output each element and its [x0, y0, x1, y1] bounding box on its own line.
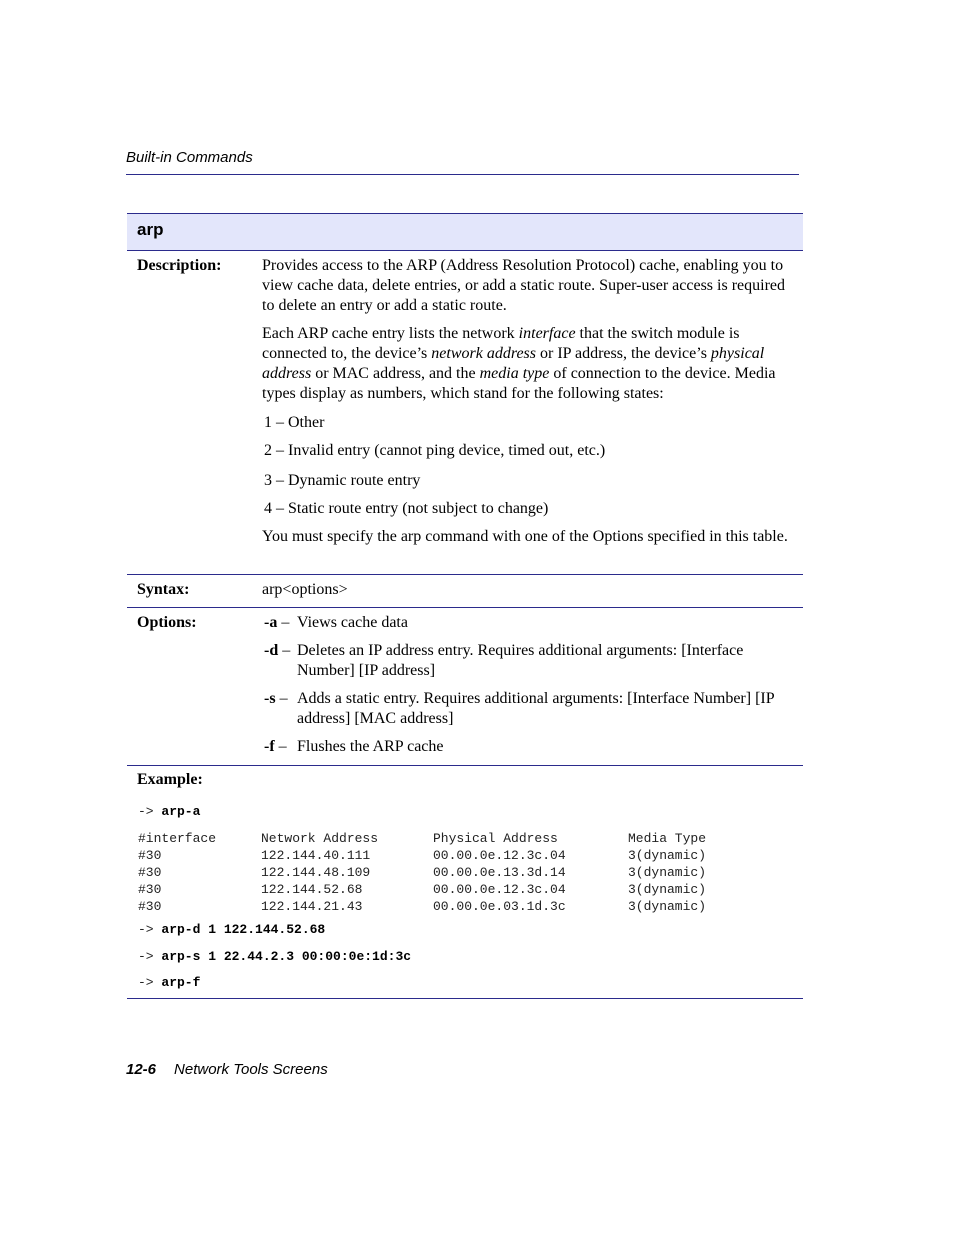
table-cell: #30: [138, 865, 162, 880]
prompt-symbol: ->: [138, 949, 162, 964]
page-number: 12-6: [126, 1061, 157, 1078]
table-cell: 122.144.48.109: [261, 865, 371, 880]
option-description: Adds a static entry. Requires additional arguments: [Interface Number] [IP address] [MAC address]: [297, 690, 775, 727]
options-label: Options:: [137, 614, 197, 631]
state-item: 4 – Static route entry (not subject to change): [264, 500, 549, 517]
option-flag: -s: [264, 690, 276, 707]
prompt-symbol: ->: [138, 975, 162, 990]
table-column-network-address: [261, 830, 378, 915]
table-cell: 122.144.40.111: [261, 848, 371, 863]
table-column-media-type: [628, 830, 706, 915]
section-divider: [127, 574, 803, 575]
option-dash: –: [277, 614, 290, 631]
state-item: 1 – Other: [264, 414, 325, 431]
table-cell: 122.144.21.43: [261, 899, 363, 914]
column-header: #interface: [138, 831, 217, 846]
example-label: Example:: [137, 771, 203, 788]
term-interface: interface: [518, 325, 576, 342]
section-divider: [127, 607, 803, 608]
command-text: arp-a: [161, 804, 201, 819]
option-dash: –: [275, 690, 288, 707]
option-flag: -f: [264, 738, 275, 755]
table-cell: 3(dynamic): [628, 899, 707, 914]
option-key: [264, 689, 288, 709]
option-description: Views cache data: [297, 614, 408, 631]
option-flag: -a: [264, 614, 278, 631]
footer-title: Network Tools Screens: [174, 1061, 328, 1078]
column-header: Network Address: [261, 831, 379, 846]
option-description: Flushes the ARP cache: [297, 738, 444, 755]
command-line: [138, 804, 200, 819]
table-cell: 3(dynamic): [628, 865, 707, 880]
option-description: Deletes an IP address entry. Requires additional arguments: [Interface Number] [IP address]: [297, 642, 744, 679]
table-column-interface: [138, 830, 216, 915]
header-rule: [126, 174, 799, 175]
table-cell: 3(dynamic): [628, 848, 707, 863]
table-cell: #30: [138, 882, 162, 897]
table-cell: 122.144.52.68: [261, 882, 363, 897]
command-line: [138, 975, 200, 990]
table-cell: 3(dynamic): [628, 882, 707, 897]
term-network-address: network address: [431, 345, 536, 362]
option-flag: -d: [264, 642, 279, 659]
column-header: Media Type: [628, 831, 707, 846]
para2-text-3: or IP address, the device’s: [536, 345, 711, 362]
command-text: arp-d 1 122.144.52.68: [161, 922, 326, 937]
description-paragraph-1: Provides access to the ARP (Address Resolution Protocol) cache, enabling you to view cache data, delete entries, or add a static route. Super-user access is required to delete an entry or add a static route.: [262, 257, 785, 314]
table-cell: 00.00.0e.13.3d.14: [433, 865, 566, 880]
option-key: [264, 737, 287, 757]
table-cell: #30: [138, 848, 162, 863]
table-cell: 00.00.0e.12.3c.04: [433, 882, 566, 897]
command-name: arp: [137, 220, 164, 239]
command-line: [138, 949, 411, 964]
para2-text-1: Each ARP cache entry lists the network: [262, 325, 519, 342]
option-dash: –: [274, 738, 287, 755]
command-line: [138, 922, 325, 937]
para2-text-4: or MAC address, and the: [311, 365, 480, 382]
description-paragraph-2: [262, 324, 797, 404]
description-paragraph-3: You must specify the arp command with one of the Options specified in this table.: [262, 528, 788, 545]
state-item: 3 – Dynamic route entry: [264, 472, 421, 489]
prompt-symbol: ->: [138, 804, 162, 819]
command-text: arp-f: [161, 975, 201, 990]
page-footer: [126, 1061, 328, 1078]
prompt-symbol: ->: [138, 922, 162, 937]
option-key: [264, 613, 289, 633]
table-cell: 00.00.0e.12.3c.04: [433, 848, 566, 863]
term-physical-address: physical address: [262, 345, 765, 382]
table-bottom-rule: [127, 998, 803, 999]
command-title-bar: [127, 213, 803, 251]
syntax-label: Syntax:: [137, 581, 190, 598]
table-cell: 00.00.0e.03.1d.3c: [433, 899, 566, 914]
term-media-type: media type: [479, 365, 550, 382]
state-item: 2 – Invalid entry (cannot ping device, timed out, etc.): [264, 442, 606, 459]
table-cell: #30: [138, 899, 162, 914]
option-key: [264, 641, 290, 661]
description-label: Description:: [137, 257, 222, 274]
syntax-value: arp<options>: [262, 581, 348, 598]
option-dash: –: [278, 642, 291, 659]
section-divider: [127, 765, 803, 766]
running-header: Built-in Commands: [126, 149, 253, 166]
para2-text-5: of connection to the device. Media types display as numbers, which stand for the following states:: [262, 365, 776, 402]
table-column-physical-address: [433, 830, 566, 915]
column-header: Physical Address: [433, 831, 558, 846]
command-text: arp-s 1 22.44.2.3 00:00:0e:1d:3c: [161, 949, 412, 964]
para2-text-2: that the switch module is connected to, the device’s: [262, 325, 740, 362]
